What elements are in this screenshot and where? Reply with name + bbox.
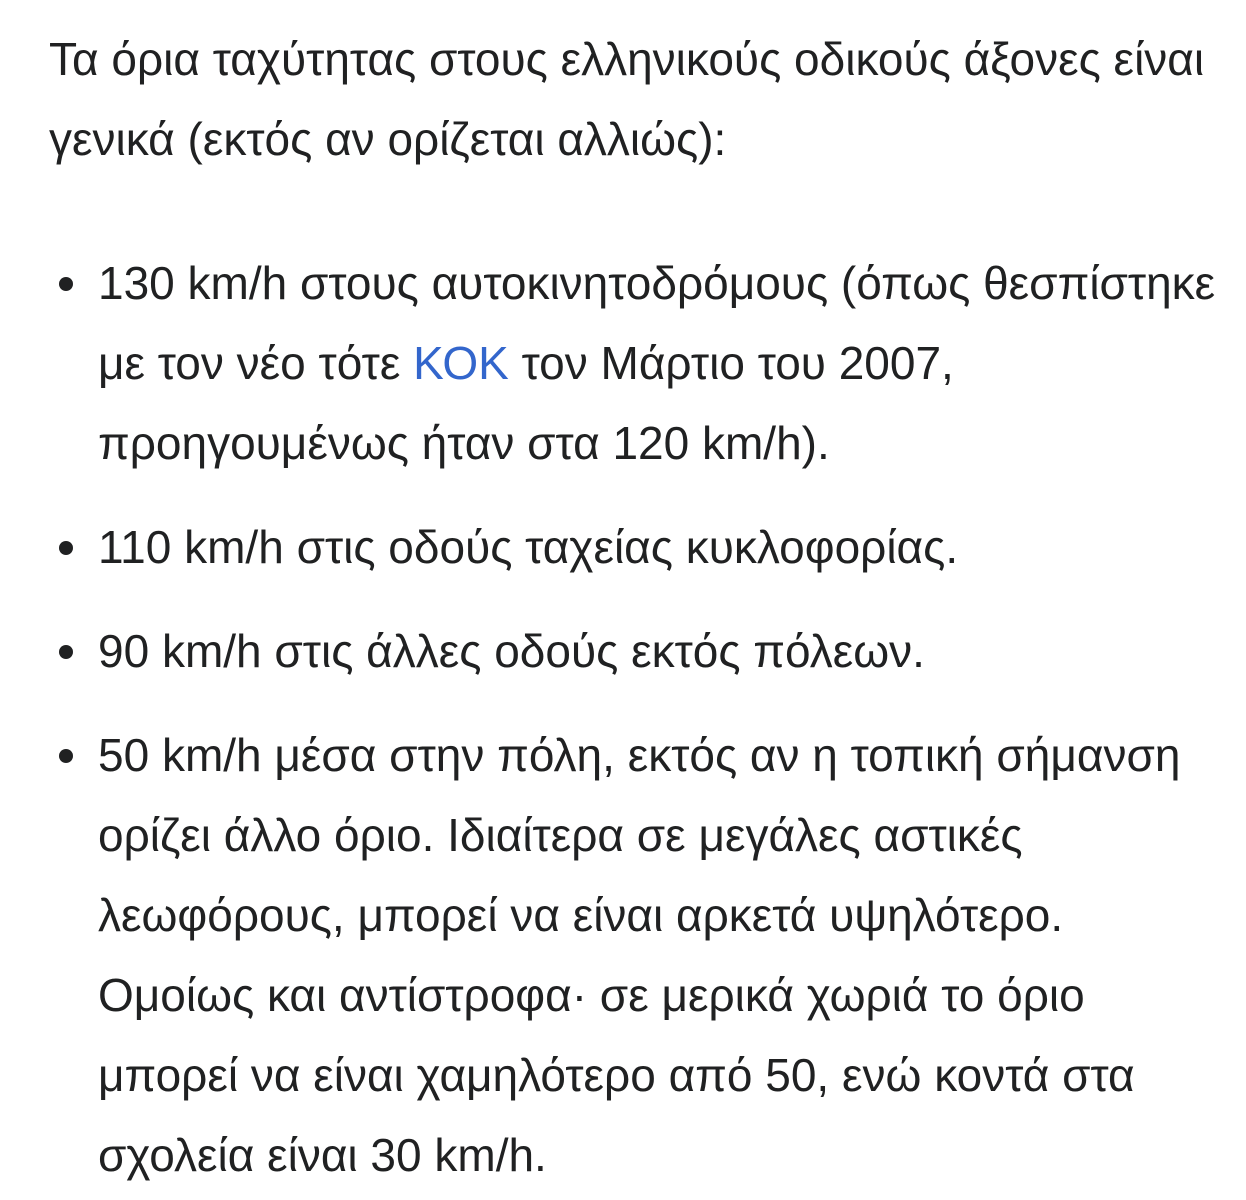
list-item-text: 130 km/h στους αυτοκινητοδρόμους (όπως θεσπίστηκε με τον νέο τότε [98,257,1216,389]
kok-link[interactable]: ΚΟΚ [413,337,509,389]
list-item-urban-roads [49,715,1219,1195]
bullet-icon [59,541,73,555]
list-item-expressways [49,507,1219,587]
list-item-text: 90 km/h στις άλλες οδούς εκτός πόλεων. [98,625,925,677]
list-item-text: 110 km/h στις οδούς ταχείας κυκλοφορίας. [98,521,959,573]
bullet-icon [59,277,73,291]
intro-paragraph: Τα όρια ταχύτητας στους ελληνικούς οδικούς άξονες είναι γενικά (εκτός αν ορίζεται αλλιώς): [49,33,1205,165]
bullet-icon [59,645,73,659]
list-item-rural-roads [49,611,1219,691]
article-content [49,19,1219,1195]
list-item-text: τον Μάρτιο του 2007, προηγουμένως ήταν στα 120 km/h). [98,337,954,469]
speed-limit-list [49,243,1219,1195]
list-item-motorways [49,243,1219,483]
bullet-icon [59,749,73,763]
list-item-text: 50 km/h μέσα στην πόλη, εκτός αν η τοπική σήμανση ορίζει άλλο όριο. Ιδιαίτερα σε μεγάλες αστικές λεωφόρους, μπορεί να είναι αρκετά υψηλότερο. Ομοίως και αντίστροφα· σε μερικά χωριά το όριο μπορεί να είναι χαμηλότερο από 50, ενώ κοντά στα σχολεία είναι 30 km/h. [98,729,1181,1181]
